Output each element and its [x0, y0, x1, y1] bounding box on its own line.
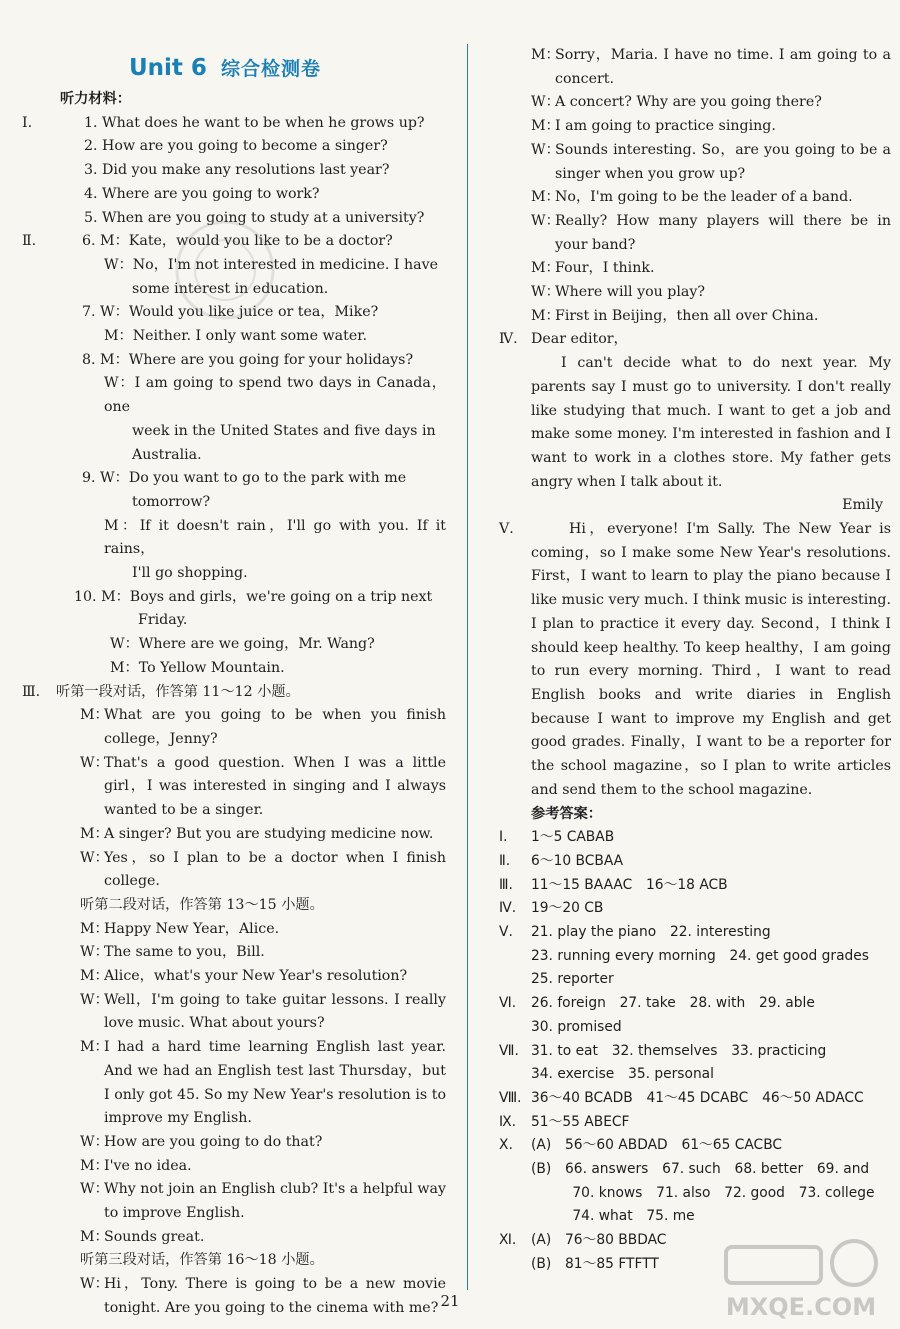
dialog-row — [80, 1131, 446, 1155]
section-number: Ⅱ. — [22, 233, 37, 250]
dialog-row — [531, 210, 891, 257]
answer-key — [499, 826, 891, 1276]
dialog-2 — [22, 918, 446, 1250]
speaker-label: M： — [80, 825, 109, 842]
speaker-label: W： — [80, 849, 109, 866]
dialog-row — [80, 752, 446, 823]
dialog-text: That's a good question. When I was a little girl，I was interested in singing and I always wanted to be a singer. — [104, 754, 446, 819]
answer-line: 30. promised — [531, 1018, 622, 1035]
dialog-text: Well，I'm going to take guitar lessons. I really love music. What about yours? — [104, 991, 446, 1032]
answer-lines — [531, 1087, 891, 1111]
dialog-text: Hi，Tony. There is going to be a new movie tonight. Are you going to the cinema with me? — [104, 1276, 446, 1316]
letter — [531, 328, 891, 518]
dialog-text: Why not join an English club? It's a helpful way to improve English. — [104, 1181, 446, 1222]
dialog-line: M：To Yellow Mountain. — [110, 659, 285, 676]
answer-lines — [531, 1134, 891, 1229]
dialog-row — [531, 186, 891, 210]
dialog-row — [80, 704, 446, 751]
speech-passage: Hi，everyone! I'm Sally. The New Year is coming，so I make some New Year's resolutions. First，I want to learn to play the piano because I like music very much. I think music is interesting. I plan to practice it every day. Second，I think I should keep healthy. To keep healthy，I am going to run every morning. Third，I want to read English books and write diaries in English because I want to improve my English and get good grades. Finally，I want to be a reporter for the school magazine，so I plan to write articles and send them to the school magazine. — [531, 521, 891, 798]
answer-line: 21. play the piano 22. interesting — [531, 924, 771, 941]
dialog-row — [80, 847, 446, 894]
dialog-row — [531, 115, 891, 139]
speaker-label: W： — [80, 754, 109, 771]
answer-section-number: Ⅹ. — [499, 1137, 513, 1154]
speaker-label: M： — [531, 260, 560, 277]
answer-line: (B) 66. answers 67. such 68. better 69. and — [531, 1161, 870, 1178]
question-line: 2. How are you going to become a singer? — [84, 138, 388, 155]
section-number: Ⅲ. — [22, 683, 41, 700]
dialog-text: Really? How many players will there be in your band? — [555, 212, 891, 253]
speaker-label: M： — [80, 1228, 109, 1245]
answer-row — [499, 850, 891, 874]
section-number: Ⅴ. — [499, 521, 514, 538]
answer-line: (B) 81～85 FTFTT — [531, 1255, 659, 1272]
watermark-logo — [716, 1235, 886, 1325]
listening-heading: 听力材料： — [60, 91, 131, 107]
answer-line: 26. foreign 27. take 28. with 29. able — [531, 995, 815, 1012]
speaker-label: M： — [80, 968, 109, 985]
dialog-line: 7. W：Would you like juice or tea，Mike? — [82, 304, 379, 321]
dialog-text: What are you going to be when you finish college，Jenny? — [104, 707, 446, 747]
dialog-line: 6. M：Kate，would you like to be a doctor? — [82, 233, 393, 250]
answer-lines — [531, 897, 891, 921]
answer-section-number: Ⅱ. — [499, 852, 511, 869]
speaker-label: M： — [531, 47, 560, 63]
sub-heading: 听第三段对话，作答第 16～18 小题。 — [80, 1252, 324, 1269]
dialog-line: M：If it doesn't rain，I'll go with you. If it rains， — [104, 517, 446, 558]
dialog-line: I'll go shopping. — [132, 565, 248, 582]
section-4 — [499, 328, 891, 518]
section-5 — [499, 518, 891, 802]
answer-section-number: Ⅲ. — [499, 876, 513, 893]
answer-section-number: Ⅸ. — [499, 1113, 517, 1130]
answer-line: 70. knows 71. also 72. good 73. college — [531, 1184, 875, 1201]
speaker-label: M： — [531, 307, 560, 324]
speaker-label: W： — [80, 1276, 109, 1293]
dialog-text: First in Beijing，then all over China. — [555, 307, 819, 324]
dialog-line: 8. M：Where are you going for your holidays? — [82, 351, 414, 368]
dialog-text: Where will you play? — [555, 284, 705, 301]
speaker-label: W： — [80, 991, 109, 1008]
answer-lines — [531, 1111, 891, 1135]
dialog-text: I am going to practice singing. — [555, 118, 776, 135]
dialog-row — [80, 941, 446, 965]
answer-row — [499, 992, 891, 1039]
column-divider — [467, 44, 468, 1290]
dialog-line: 9. W：Do you want to go to the park with me — [82, 470, 407, 487]
answer-row — [499, 921, 891, 992]
section-3-body — [56, 681, 446, 705]
answer-line: 6～10 BCBAA — [531, 852, 624, 869]
answer-section-number: Ⅳ. — [499, 900, 517, 917]
answer-section-number: Ⅵ. — [499, 995, 517, 1012]
letter-greeting: Dear editor， — [531, 331, 628, 348]
dialog-1 — [22, 704, 446, 894]
dialog-row — [80, 989, 446, 1036]
answer-section-number: Ⅺ. — [499, 1232, 517, 1249]
answer-line: 23. running every morning 24. get good grades — [531, 947, 869, 964]
dialog-line: M：Neither. I only want some water. — [104, 328, 367, 345]
dialog-text: Sounds great. — [104, 1228, 205, 1245]
dialog-line: Friday. — [138, 612, 188, 629]
answer-line: 11～15 BAAAC 16～18 ACB — [531, 876, 728, 893]
dialog-line: W：Where are we going，Mr. Wang? — [110, 636, 375, 653]
page-title — [129, 48, 446, 88]
speaker-label: W： — [531, 94, 560, 111]
answer-row — [499, 897, 891, 921]
watermark-seal-icon — [170, 210, 280, 340]
right-column — [499, 0, 891, 1329]
title-sub: 综合检测卷 — [220, 58, 321, 80]
dialog-row — [531, 44, 891, 91]
dialog-line: 10. M：Boys and girls，we're going on a trip next — [74, 588, 433, 605]
answer-line: 31. to eat 32. themselves 33. practicing — [531, 1042, 827, 1059]
dialog-text: Four，I think. — [555, 260, 655, 277]
dialog-row — [80, 1036, 446, 1131]
answer-row — [499, 1040, 891, 1087]
answers-heading: 参考答案： — [531, 805, 602, 822]
section-number: Ⅰ. — [22, 114, 33, 131]
answer-lines — [531, 850, 891, 874]
section-3 — [22, 681, 446, 705]
speaker-label: W： — [531, 284, 560, 301]
dialog-text: I had a hard time learning English last year. And we had an English test last Thursday，but I only got 45. So my New Year's resolution is to improve my English. — [104, 1039, 446, 1127]
dialog-text: Happy New Year，Alice. — [104, 920, 280, 937]
speaker-label: M： — [80, 707, 109, 724]
answer-lines — [531, 1040, 891, 1087]
dialog-row — [80, 965, 446, 989]
answer-line: 19～20 CB — [531, 900, 604, 917]
dialog-row — [80, 1155, 446, 1179]
speaker-label: W： — [80, 1181, 109, 1198]
dialog-text: The same to you，Bill. — [104, 944, 265, 961]
dialog-row — [531, 305, 891, 329]
section-number: Ⅳ. — [499, 331, 518, 348]
watermark-text: MXQE.COM — [725, 1293, 877, 1321]
dialog-line: week in the United States and five days in — [132, 422, 436, 439]
answer-line: 74. what 75. me — [531, 1208, 695, 1225]
speaker-label: W： — [80, 944, 109, 961]
dialog-row — [531, 281, 891, 305]
answer-section-number: Ⅰ. — [499, 829, 508, 846]
answer-lines — [531, 921, 891, 992]
dialog-text: I've no idea. — [104, 1157, 192, 1174]
answer-section-number: Ⅷ. — [499, 1089, 522, 1106]
answer-line: (A) 76～80 BBDAC — [531, 1232, 667, 1249]
answer-row — [499, 874, 891, 898]
dialog-line: W：No，I'm not interested in medicine. I have — [104, 256, 439, 273]
answer-line: 34. exercise 35. personal — [531, 1066, 714, 1083]
answer-lines — [531, 826, 891, 850]
page-number: 21 — [440, 1292, 460, 1310]
sub-heading: 听第一段对话，作答第 11～12 小题。 — [56, 683, 300, 700]
dialog-text: A singer? But you are studying medicine now. — [104, 825, 434, 842]
sub-heading: 听第二段对话，作答第 13～15 小题。 — [80, 896, 324, 913]
dialog-text: Alice，what's your New Year's resolution? — [104, 968, 408, 985]
answer-lines — [531, 992, 891, 1039]
dialog-text: A concert? Why are you going there? — [555, 94, 822, 111]
answer-row — [499, 1111, 891, 1135]
answer-line: 36～40 BCADB 41～45 DCABC 46～50 ADACC — [531, 1089, 864, 1106]
title-unit: Unit 6 — [129, 55, 207, 81]
speaker-label: M： — [80, 1157, 109, 1174]
speaker-label: M： — [80, 1039, 109, 1056]
dialog-line: W：I am going to spend two days in Canada，one — [104, 375, 446, 416]
dialog-text: No，I'm going to be the leader of a band. — [555, 189, 853, 206]
dialog-line: tomorrow? — [132, 493, 211, 510]
answer-section-number: Ⅶ. — [499, 1042, 519, 1059]
speaker-label: M： — [80, 920, 109, 937]
dialog-text: How are you going to do that? — [104, 1133, 323, 1150]
speaker-label: W： — [531, 212, 560, 229]
dialog-text: Yes，so I plan to be a doctor when I finish college. — [104, 849, 446, 890]
speaker-label: W： — [531, 141, 560, 158]
question-line: 3. Did you make any resolutions last year? — [84, 162, 390, 179]
answer-section-number: Ⅴ. — [499, 924, 513, 941]
speaker-label: M： — [531, 118, 560, 135]
answer-row — [499, 1087, 891, 1111]
dialog-row — [80, 918, 446, 942]
dialog-row — [531, 139, 891, 186]
dialog-line: some interest in education. — [132, 280, 329, 297]
answer-row — [499, 826, 891, 850]
dialog-row — [531, 91, 891, 115]
dialog-3-cont — [499, 44, 891, 328]
answer-line: 51～55 ABECF — [531, 1113, 630, 1130]
answer-line: (A) 56～60 ABDAD 61～65 CACBC — [531, 1137, 783, 1154]
letter-signature: Emily — [842, 497, 883, 514]
question-line: 5. When are you going to study at a university? — [84, 209, 425, 226]
answer-row — [499, 1134, 891, 1229]
answer-lines — [531, 874, 891, 898]
speaker-label: M： — [531, 189, 560, 206]
question-line: 4. Where are you going to work? — [84, 185, 320, 202]
left-column — [22, 0, 446, 1329]
dialog-row — [80, 823, 446, 847]
letter-body: I can't decide what to do next year. My parents say I must go to university. I don't really like studying that much. I want to get a job and make some money. I'm interested in fashion and I want to work in a clothes store. My father gets angry when I talk about it. — [531, 355, 891, 490]
answer-line: 1～5 CABAB — [531, 829, 615, 846]
dialog-text: Sounds interesting. So，are you going to be a singer when you grow up? — [555, 141, 891, 182]
dialog-line: Australia. — [132, 446, 202, 463]
answer-line: 25. reporter — [531, 971, 614, 988]
dialog-text: Sorry，Maria. I have no time. I am going to a concert. — [555, 47, 891, 87]
dialog-row — [80, 1178, 446, 1225]
dialog-row — [531, 257, 891, 281]
dialog-row — [80, 1226, 446, 1250]
speaker-label: W： — [80, 1133, 109, 1150]
question-line: 1. What does he want to be when he grows up? — [84, 114, 425, 131]
